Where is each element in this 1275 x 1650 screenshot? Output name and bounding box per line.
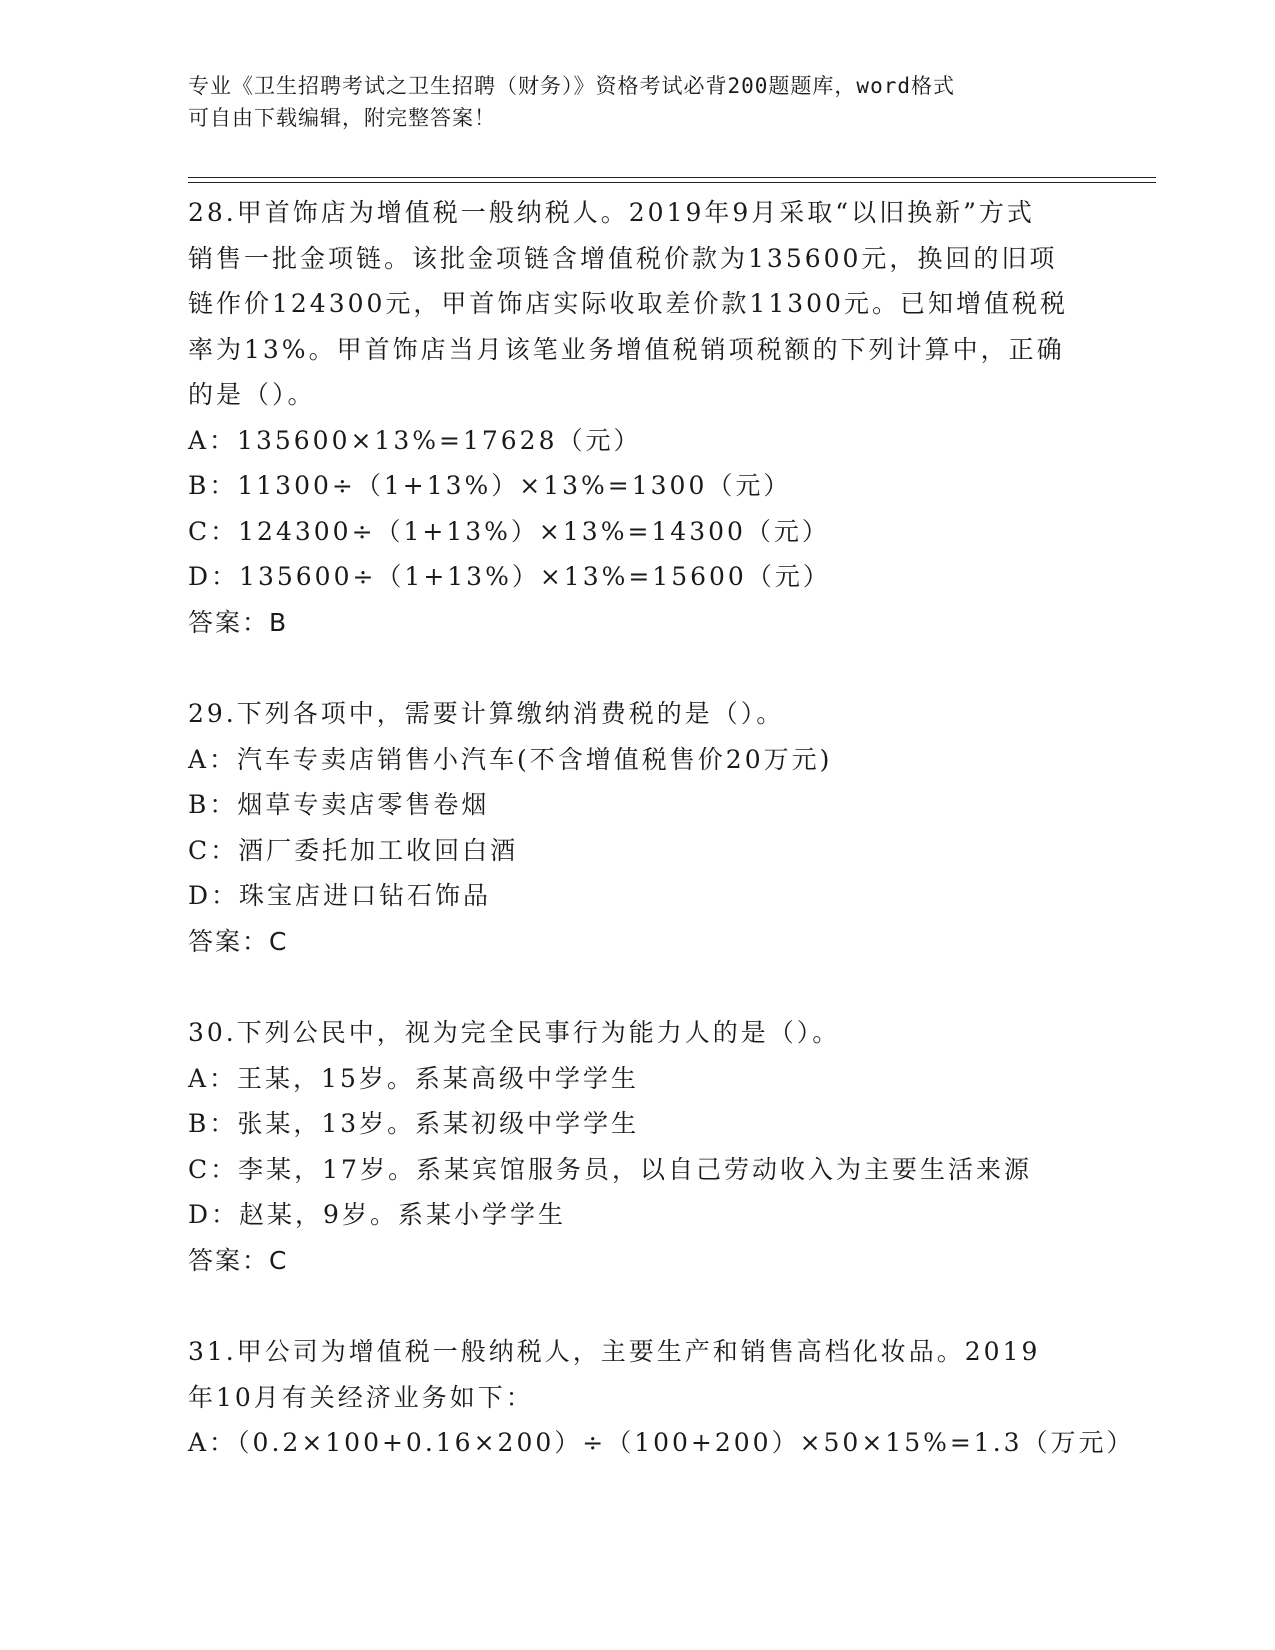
- spacer: [188, 1283, 1088, 1329]
- question-31: [188, 1329, 1135, 1466]
- question-stem-line: 的是（）。: [188, 380, 316, 409]
- option-b: B：张某，13岁。系某初级中学学生: [188, 1109, 640, 1138]
- option-a: A：汽车专卖店销售小汽车(不含增值税售价20万元): [188, 744, 833, 774]
- question-30: [188, 1010, 1088, 1283]
- spacer: [188, 645, 1088, 691]
- option-b: B：11300÷（1+13%）×13%=1300（元）: [188, 471, 792, 500]
- option-a: A：王某，15岁。系某高级中学学生: [188, 1063, 639, 1093]
- header-line-2: 可自由下载编辑，附完整答案！: [188, 106, 496, 130]
- question-stem-line: 链作价124300元，甲首饰店实际收取差价款11300元。已知增值税税: [188, 289, 1068, 318]
- question-list: [188, 190, 1135, 1466]
- question-stem-line: 年10月有关经济业务如下：: [188, 1382, 534, 1412]
- question-stem-line: 30.下列公民中，视为完全民事行为能力人的是（）。: [188, 1018, 841, 1047]
- option-d: D：135600÷（1+13%）×13%=15600（元）: [188, 562, 831, 591]
- answer: 答案：C: [188, 1245, 289, 1275]
- question-stem-line: 率为13%。甲首饰店当月该笔业务增值税销项税额的下列计算中，正确: [188, 334, 1065, 364]
- option-a: A：135600×13%=17628（元）: [188, 425, 642, 455]
- answer: 答案：C: [188, 926, 289, 956]
- header-divider-top: [188, 177, 1156, 178]
- option-c: C：李某，17岁。系某宾馆服务员，以自己劳动收入为主要生活来源: [188, 1154, 1032, 1184]
- question-29: [188, 691, 1088, 964]
- option-a: A：（0.2×100+0.16×200）÷（100+200）×50×15%=1.3（万元）: [188, 1428, 1135, 1457]
- spacer: [188, 964, 1088, 1010]
- question-stem-line: 销售一批金项链。该批金项链含增值税价款为135600元，换回的旧项: [188, 243, 1058, 273]
- header-divider-bottom: [188, 182, 1156, 183]
- question-28: [188, 190, 1088, 645]
- option-b: B：烟草专卖店零售卷烟: [188, 790, 490, 819]
- option-c: C：酒厂委托加工收回白酒: [188, 835, 519, 865]
- question-stem-line: 31.甲公司为增值税一般纳税人，主要生产和销售高档化妆品。2019: [188, 1337, 1041, 1366]
- header-line-1: 专业《卫生招聘考试之卫生招聘（财务）》资格考试必背200题题库，word格式: [188, 74, 955, 98]
- question-stem-line: 28.甲首饰店为增值税一般纳税人。2019年9月采取“以旧换新”方式: [188, 198, 1035, 227]
- question-stem-line: 29.下列各项中，需要计算缴纳消费税的是（）。: [188, 699, 785, 728]
- option-d: D：珠宝店进口钻石饰品: [188, 881, 492, 910]
- answer: 答案：B: [188, 607, 289, 637]
- option-d: D：赵某，9岁。系某小学学生: [188, 1200, 566, 1229]
- document-header: [188, 70, 1088, 134]
- option-c: C：124300÷（1+13%）×13%=14300（元）: [188, 516, 830, 546]
